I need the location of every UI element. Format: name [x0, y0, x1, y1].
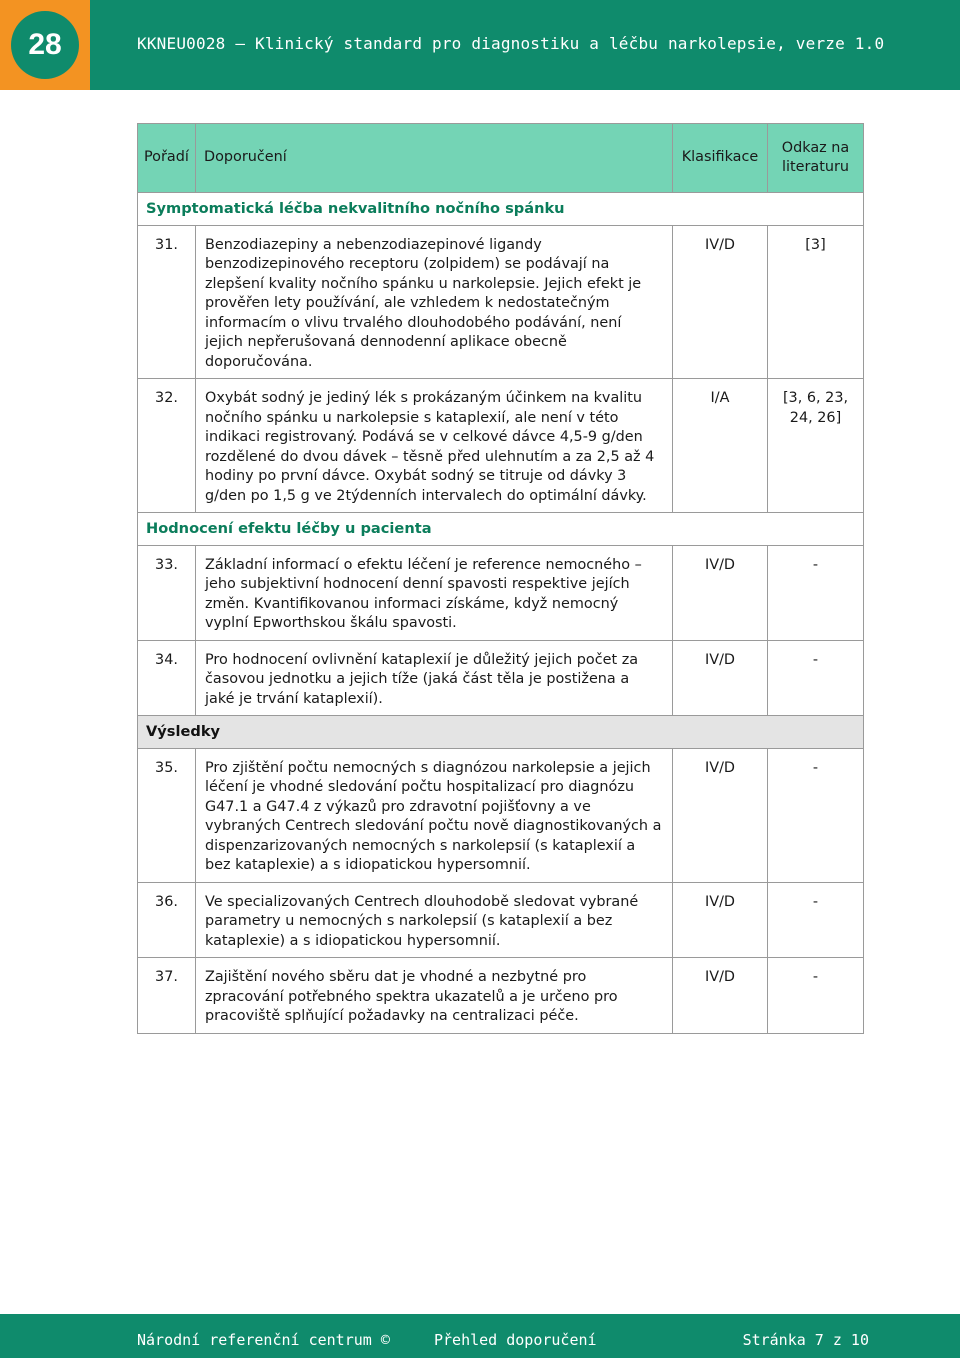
footer-page-indicator: Stránka 7 z 10 — [742, 1331, 869, 1349]
section-title: Hodnocení efektu léčby u pacienta — [138, 513, 864, 546]
page-number: 28 — [11, 11, 79, 79]
page-footer — [0, 1314, 960, 1358]
row-classification: IV/D — [673, 958, 768, 1034]
column-header-recommendation: Doporučení — [196, 124, 673, 193]
column-header-literature: Odkaz na literaturu — [768, 124, 864, 193]
row-classification: IV/D — [673, 545, 768, 640]
page-number-badge — [0, 0, 90, 90]
row-literature: - — [768, 748, 864, 882]
table-row — [138, 640, 864, 716]
row-classification: IV/D — [673, 225, 768, 379]
row-number: 36. — [138, 882, 196, 958]
section-row — [138, 716, 864, 749]
row-number: 37. — [138, 958, 196, 1034]
footer-section: Přehled doporučení — [434, 1331, 597, 1349]
section-row — [138, 513, 864, 546]
section-row — [138, 193, 864, 226]
footer-organization: Národní referenční centrum © — [137, 1331, 390, 1349]
row-classification: IV/D — [673, 882, 768, 958]
table-row — [138, 882, 864, 958]
table-row — [138, 958, 864, 1034]
table-row — [138, 225, 864, 379]
row-recommendation: Ve specializovaných Centrech dlouhodobě sledovat vybrané parametry u nemocných s narkolepsií (s kataplexií a bez kataplexie) a s idiopatickou hypersomnií. — [196, 882, 673, 958]
row-recommendation: Zajištění nového sběru dat je vhodné a nezbytné pro zpracování potřebného spektra ukazatelů a je určeno pro pracoviště splňující požadavky na centralizaci péče. — [196, 958, 673, 1034]
table-row — [138, 545, 864, 640]
document-title: KKNEU0028 – Klinický standard pro diagnostiku a léčbu narkolepsie, verze 1.0 — [137, 34, 885, 53]
row-literature: [3, 6, 23, 24, 26] — [768, 379, 864, 513]
row-number: 33. — [138, 545, 196, 640]
row-recommendation: Pro zjištění počtu nemocných s diagnózou narkolepsie a jejich léčení je vhodné sledování počtu hospitalizací pro diagnózu G47.1 a G47.4 z výkazů pro zdravotní pojišťovny a ve vybraných Centrech sledování počtu nově diagnostikovaných a dispenzarizovaných nemocných s narkolepsií (s kataplexií a bez kataplexie) a s idiopatickou hypersomnií. — [196, 748, 673, 882]
page-header — [0, 0, 960, 90]
column-header-order: Pořadí — [138, 124, 196, 193]
row-number: 35. — [138, 748, 196, 882]
section-title: Symptomatická léčba nekvalitního nočního spánku — [138, 193, 864, 226]
row-recommendation: Benzodiazepiny a nebenzodiazepinové ligandy benzodizepinového receptoru (zolpidem) se podávají na zlepšení kvality nočního spánku u narkolepsie. Jejich efekt je prověřen lety používání, ale vzhledem k nedostatečným informacím o vlivu trvalého dlouhodobého podávání, není jejich nepřerušovaná dennodenní aplikace obecně doporučována. — [196, 225, 673, 379]
recommendations-table — [137, 123, 864, 1034]
row-literature: [3] — [768, 225, 864, 379]
row-literature: - — [768, 545, 864, 640]
table-header-row — [138, 124, 864, 193]
table-row — [138, 748, 864, 882]
column-header-classification: Klasifikace — [673, 124, 768, 193]
table-row — [138, 379, 864, 513]
row-literature: - — [768, 640, 864, 716]
row-recommendation: Pro hodnocení ovlivnění kataplexií je důležitý jejich počet za časovou jednotku a jejich tíže (jaká část těla je postižena a jaké je trvání kataplexií). — [196, 640, 673, 716]
section-title: Výsledky — [138, 716, 864, 749]
row-recommendation: Oxybát sodný je jediný lék s prokázaným účinkem na kvalitu nočního spánku u narkolepsie s kataplexií, ale není v této indikaci registrovaný. Podává se v celkové dávce 4,5-9 g/den rozdělené do dvou dávek – těsně před ulehnutím a za 2,5 až 4 hodiny po první dávce. Oxybát sodný se titruje od dávky 3 g/den po 1,5 g ve 2týdenních intervalech do optimální dávky. — [196, 379, 673, 513]
row-number: 31. — [138, 225, 196, 379]
row-literature: - — [768, 882, 864, 958]
row-number: 32. — [138, 379, 196, 513]
row-number: 34. — [138, 640, 196, 716]
row-recommendation: Základní informací o efektu léčení je reference nemocného – jeho subjektivní hodnocení denní spavosti respektive jejích změn. Kvantifikovanou informaci získáme, když nemocný vyplní Epworthskou škálu spavosti. — [196, 545, 673, 640]
row-classification: IV/D — [673, 640, 768, 716]
row-literature: - — [768, 958, 864, 1034]
row-classification: I/A — [673, 379, 768, 513]
row-classification: IV/D — [673, 748, 768, 882]
